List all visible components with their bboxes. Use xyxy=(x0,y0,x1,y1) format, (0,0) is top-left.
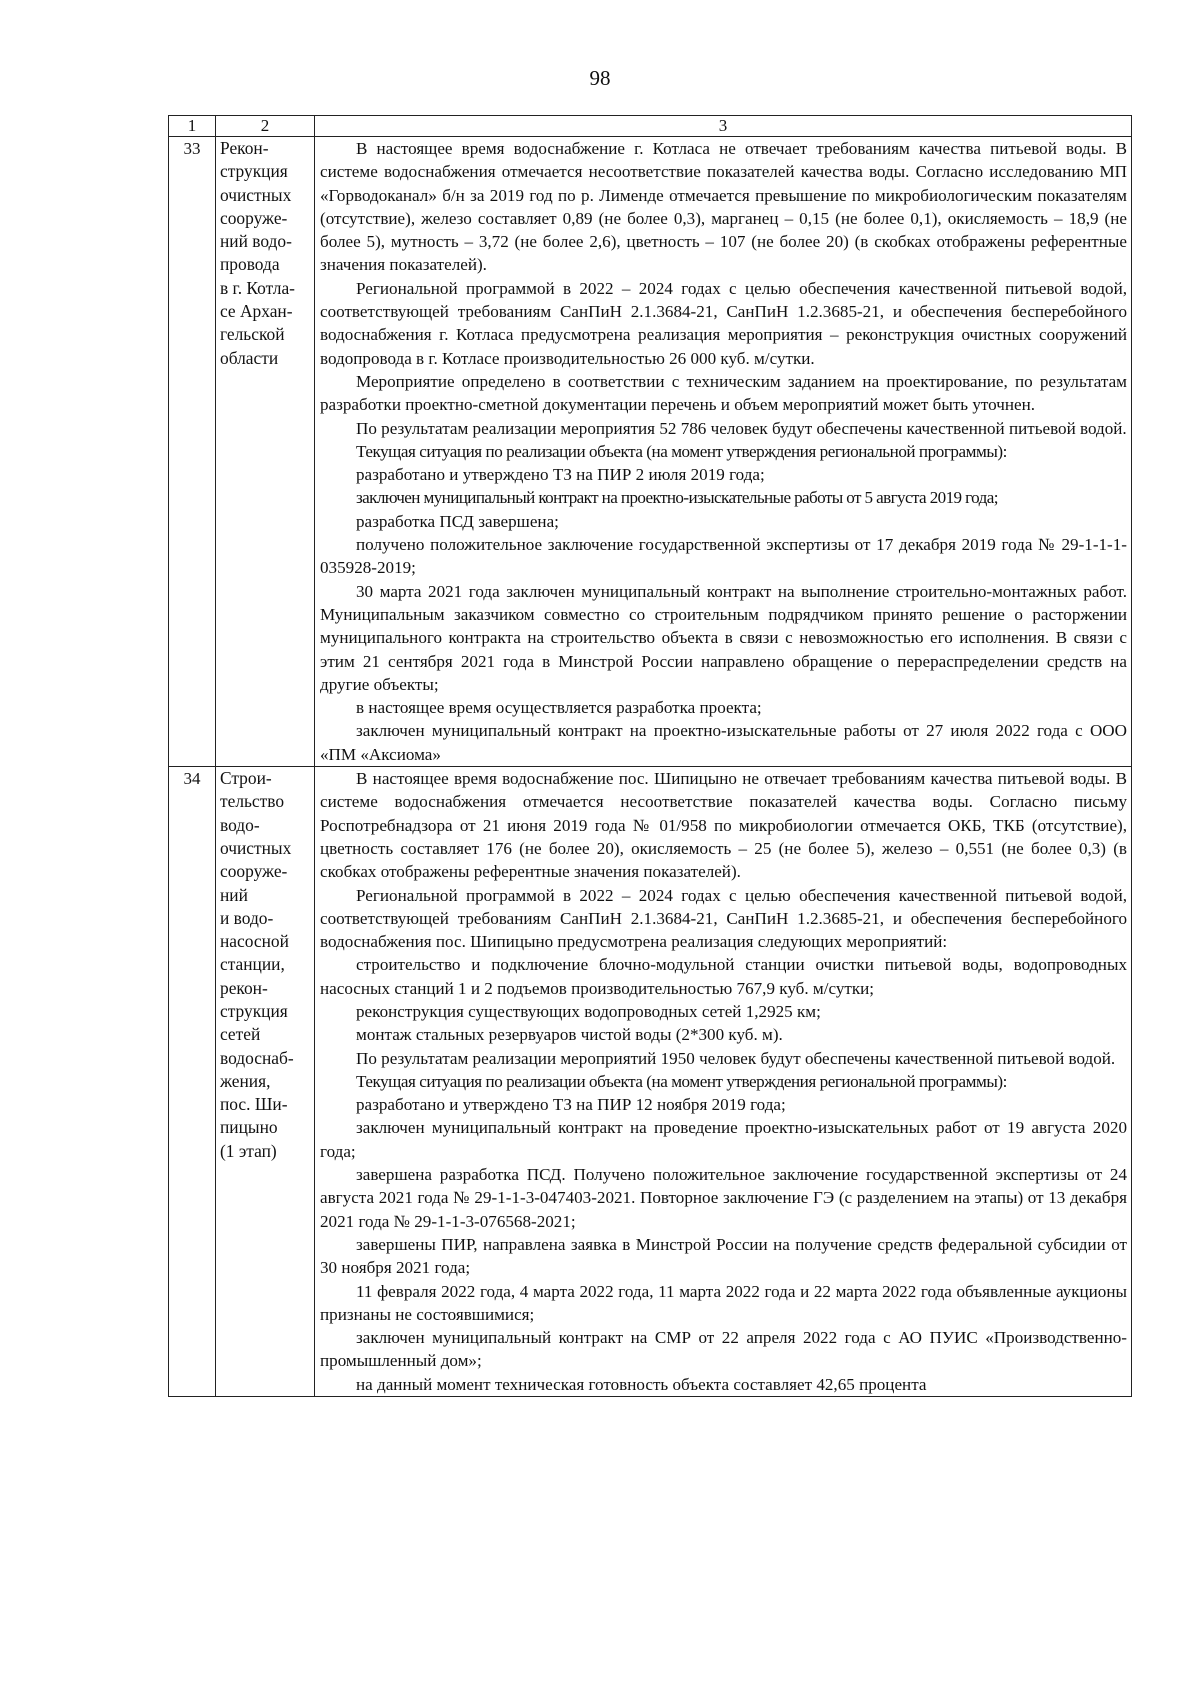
object-name-line: рекон- xyxy=(220,977,268,998)
paragraph: По результатам реализации мероприятия 52 786 человек будут обеспечены качественной питьевой водой. xyxy=(356,418,1127,438)
object-name-line: станции, xyxy=(220,954,285,975)
paragraph: разработка ПСД завершена; xyxy=(356,511,559,531)
paragraph: строительство и подключение блочно-модульной станции очистки питьевой воды, водопроводных насосных станций 1 и 2 подъемов производительностью 767,9 куб. м/сутки; xyxy=(320,955,1127,998)
object-name-line: пицыно xyxy=(220,1117,278,1138)
object-name-line: тельство xyxy=(220,791,285,812)
paragraph: Региональной программой в 2022 – 2024 годах с целью обеспечения качественной питьевой водой, соответствующей требованиям СанПиН 2.1.3684-21, СанПиН 1.2.3685-21, и обеспечения бесперебойного водоснабжения пос. Шипицыно предусмотрена реализация следующих мероприятий: xyxy=(320,885,1127,952)
paragraph: Региональной программой в 2022 – 2024 годах с целью обеспечения качественной питьевой водой, соответствующей требованиям СанПиН 2.1.3684-21, СанПиН 1.2.3685-21, и обеспечения бесперебойного водоснабжения г. Котласа предусмотрена реализация мероприятия – реконструкция очистных сооружений водопровода в г. Котласе производительностью 26 000 куб. м/сутки. xyxy=(320,278,1127,368)
paragraph: 11 февраля 2022 года, 4 марта 2022 года, 11 марта 2022 года и 22 марта 2022 года объявленные аукционы признаны не состоявшимися; xyxy=(320,1281,1127,1324)
paragraph: разработано и утверждено ТЗ на ПИР 2 июля 2019 года; xyxy=(356,465,765,485)
object-name-line: водо- xyxy=(220,814,260,835)
column-header-2: 2 xyxy=(216,116,315,137)
column-header-3: 3 xyxy=(315,116,1132,137)
object-name-line: жения, xyxy=(220,1070,271,1091)
paragraph: завершена разработка ПСД. Получено положительное заключение государственной экспертизы от 24 августа 2021 года № 29-1-1-3-047403-2021. Повторное заключение ГЭ (с разделением на этапы) от 13 декабря 2021 года № 29-1-1-3-076568-2021; xyxy=(320,1165,1127,1231)
object-name-line: Рекон- xyxy=(220,138,269,158)
row-number: 33 xyxy=(169,137,216,767)
object-name-line: сооруже- xyxy=(220,207,288,228)
paragraph: в настоящее время осуществляется разработка проекта; xyxy=(356,698,762,718)
object-name-line: области xyxy=(220,347,279,368)
paragraph: разработано и утверждено ТЗ на ПИР 12 ноября 2019 года; xyxy=(356,1095,786,1115)
object-name-line: насосной xyxy=(220,931,289,952)
object-description xyxy=(315,767,1132,1397)
object-name-line: сетей xyxy=(220,1024,261,1045)
object-name xyxy=(216,767,315,1397)
object-name xyxy=(216,137,315,767)
paragraph: По результатам реализации мероприятий 1950 человек будут обеспечены качественной питьевой водой. xyxy=(356,1048,1116,1068)
object-name-line: (1 этап) xyxy=(220,1140,277,1161)
paragraph: завершены ПИР, направлена заявка в Минстрой России на получение средств федеральной субсидии от 30 ноября 2021 года; xyxy=(320,1234,1127,1278)
object-description xyxy=(315,137,1132,767)
object-name-line: сооруже- xyxy=(220,861,288,882)
paragraph: на данный момент техническая готовность объекта составляет 42,65 процента xyxy=(356,1374,927,1394)
object-name-line: очистных xyxy=(220,184,292,205)
page-number: 98 xyxy=(589,66,611,90)
object-name-line: и водо- xyxy=(220,907,274,928)
paragraph: Мероприятие определено в соответствии с техническим заданием на проектирование, по результатам разработки проектно-сметной документации перечень и объем мероприятий может быть уточнен. xyxy=(320,371,1127,415)
object-name-line: струкция xyxy=(220,161,288,182)
object-name-line: водоснаб- xyxy=(220,1047,294,1068)
paragraph: заключен муниципальный контракт на проведение проектно-изыскательных работ от 19 августа 2020 года; xyxy=(320,1118,1127,1161)
table-header-row xyxy=(169,116,1132,137)
paragraph: заключен муниципальный контракт на проектно-изыскательные работы от 5 августа 2019 года; xyxy=(356,488,998,508)
paragraph: заключен муниципальный контракт на СМР от 22 апреля 2022 года с АО ПУИС «Производственно-промышленный дом»; xyxy=(320,1328,1127,1371)
paragraph: реконструкция существующих водопроводных сетей 1,2925 км; xyxy=(356,1001,821,1021)
object-name-line: в г. Котла- xyxy=(220,277,295,298)
object-name-line: струкция xyxy=(220,1000,288,1021)
paragraph: заключен муниципальный контракт на проектно-изыскательные работы от 27 июля 2022 года с ООО «ПМ «Аксиома» xyxy=(320,721,1127,764)
document-table xyxy=(168,115,1132,1397)
paragraph: Текущая ситуация по реализации объекта (на момент утверждения региональной программы): xyxy=(356,1071,1007,1091)
paragraph: монтаж стальных резервуаров чистой воды (2*300 куб. м). xyxy=(356,1025,783,1045)
paragraph: 30 марта 2021 года заключен муниципальный контракт на выполнение строительно-монтажных работ. Муниципальным заказчиком совместно со строительным подрядчиком принято решение о расторжении муниципального контракта на строительство объекта в связи с невозможностью его исполнения. В связи с этим 21 сентября 2021 года в Минстрой России направлено обращение о перераспределении средств на другие объекты; xyxy=(320,581,1127,694)
object-name-line: очистных xyxy=(220,837,292,858)
object-name-line: се Архан- xyxy=(220,301,293,322)
table-row xyxy=(169,137,1132,767)
paragraph: В настоящее время водоснабжение г. Котласа не отвечает требованиям качества питьевой воды. В системе водоснабжения отмечается несоответствие показателей качества воды. Согласно исследованию МП «Горводоканал» б/н за 2019 год по р. Лименде отмечается превышение по микробиологическим показателям (отсутствие), железо составляет 0,89 (не более 0,3), марганец – 0,15 (не более 0,1), окисляемость – 18,9 (не более 5), мутность – 3,72 (не более 2,6), цветность – 107 (не более 20) (в скобках отображены референтные значения показателей). xyxy=(320,139,1127,275)
object-name-line: ний xyxy=(220,884,248,905)
object-name-line: Строи- xyxy=(220,768,272,789)
object-name-line: гельской xyxy=(220,324,285,345)
object-name-line: ний водо- xyxy=(220,231,292,252)
object-name-line: провода xyxy=(220,254,280,275)
table-row xyxy=(169,767,1132,1397)
object-name-line: пос. Ши- xyxy=(220,1094,288,1115)
paragraph: Текущая ситуация по реализации объекта (на момент утверждения региональной программы): xyxy=(356,441,1007,461)
paragraph: В настоящее время водоснабжение пос. Шипицыно не отвечает требованиям качества питьевой воды. В системе водоснабжения отмечается несоответствие показателей качества воды. Согласно письму Роспотребнадзора от 21 июня 2019 года № 01/958 по микробиологии отмечается ОКБ, ТКБ (отсутствие), цветность составляет 176 (не более 20), окисляемость – 25 (не более 5), железо – 0,551 (не более 0,3) (в скобках отображены референтные значения показателей). xyxy=(320,769,1127,882)
row-number: 34 xyxy=(169,767,216,1397)
paragraph: получено положительное заключение государственной экспертизы от 17 декабря 2019 года № 29-1-1-1-035928-2019; xyxy=(320,535,1127,578)
column-header-1: 1 xyxy=(169,116,216,137)
